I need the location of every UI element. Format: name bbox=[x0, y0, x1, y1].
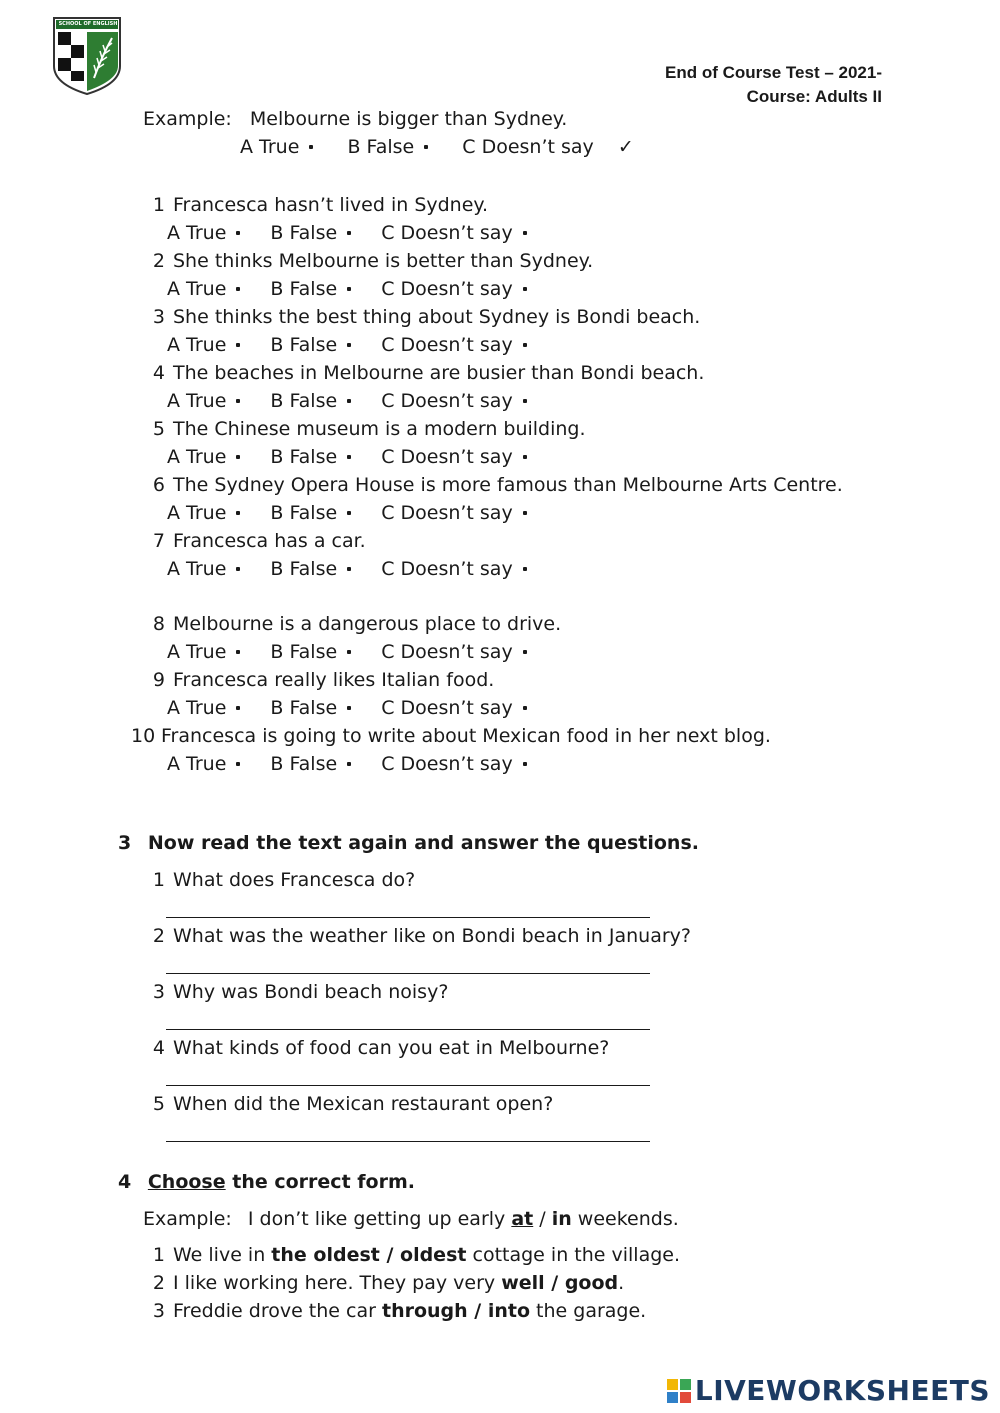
watermark-text: LIVEWORKSHEETS bbox=[694, 1374, 990, 1407]
question-number: 10 bbox=[131, 725, 156, 747]
option-dot bbox=[347, 650, 351, 654]
question-text: Francesca really likes Italian food. bbox=[173, 669, 495, 691]
option-dot bbox=[236, 650, 240, 654]
question-number: 5 bbox=[152, 418, 165, 440]
option-false[interactable]: B False bbox=[270, 558, 351, 580]
choose-item bbox=[143, 1300, 646, 1322]
option-dot bbox=[424, 145, 428, 149]
option-doesnt-say[interactable]: C Doesn’t say bbox=[381, 753, 527, 775]
option-dot bbox=[309, 145, 313, 149]
option-dot bbox=[523, 399, 527, 403]
question-number: 5 bbox=[152, 1093, 165, 1115]
example-options bbox=[240, 136, 634, 158]
tf-question bbox=[131, 725, 771, 747]
question-number: 7 bbox=[152, 530, 165, 552]
option-dot bbox=[347, 706, 351, 710]
option-false[interactable]: B False bbox=[270, 390, 351, 412]
answer-line[interactable] bbox=[166, 917, 650, 918]
example-line bbox=[143, 108, 567, 130]
question-text: When did the Mexican restaurant open? bbox=[173, 1093, 554, 1115]
option-dot bbox=[347, 343, 351, 347]
tf-options bbox=[167, 334, 527, 356]
item-text: We live in bbox=[173, 1244, 272, 1266]
option-dot bbox=[347, 287, 351, 291]
question-text: She thinks the best thing about Sydney is Bondi beach. bbox=[173, 306, 701, 328]
section-title: Now read the text again and answer the questions. bbox=[147, 832, 699, 854]
tf-options bbox=[167, 446, 527, 468]
item-number: 1 bbox=[152, 1244, 165, 1266]
option-true[interactable]: A True bbox=[167, 390, 240, 412]
option-dot bbox=[236, 231, 240, 235]
question-text: The Chinese museum is a modern building. bbox=[173, 418, 586, 440]
option-false[interactable]: B False bbox=[270, 334, 351, 356]
option-true[interactable]: A True bbox=[167, 558, 240, 580]
item-number: 3 bbox=[152, 1300, 165, 1322]
option-doesnt-say[interactable]: C Doesn’t say bbox=[381, 558, 527, 580]
open-question bbox=[143, 925, 691, 947]
tf-options bbox=[167, 753, 527, 775]
option-a: A True bbox=[240, 136, 313, 158]
question-number: 8 bbox=[152, 613, 165, 635]
tf-question bbox=[143, 474, 843, 496]
option-false[interactable]: B False bbox=[270, 222, 351, 244]
question-number: 2 bbox=[152, 925, 165, 947]
item-text-end: cottage in the village. bbox=[466, 1244, 681, 1266]
example-answer: at bbox=[511, 1208, 534, 1230]
tf-options bbox=[167, 222, 527, 244]
example-sentence: Melbourne is bigger than Sydney. bbox=[249, 108, 568, 130]
section-number: 4 bbox=[118, 1171, 132, 1193]
option-dot bbox=[523, 455, 527, 459]
question-number: 6 bbox=[152, 474, 165, 496]
option-dot bbox=[236, 567, 240, 571]
answer-line[interactable] bbox=[166, 1085, 650, 1086]
question-number: 4 bbox=[152, 1037, 165, 1059]
question-text: The Sydney Opera House is more famous than Melbourne Arts Centre. bbox=[173, 474, 843, 496]
section-title-rest: the correct form. bbox=[225, 1171, 415, 1193]
section-3-heading bbox=[118, 832, 699, 854]
option-true[interactable]: A True bbox=[167, 222, 240, 244]
item-choices[interactable]: well / good bbox=[501, 1272, 619, 1294]
tf-question bbox=[143, 530, 366, 552]
option-b: B False bbox=[347, 136, 428, 158]
tf-question bbox=[143, 306, 700, 328]
check-mark: ✓ bbox=[617, 136, 634, 158]
option-true[interactable]: A True bbox=[167, 446, 240, 468]
option-false[interactable]: B False bbox=[270, 753, 351, 775]
option-dot bbox=[236, 343, 240, 347]
tf-options bbox=[167, 502, 527, 524]
option-true[interactable]: A True bbox=[167, 502, 240, 524]
example-label: Example: bbox=[143, 1208, 232, 1230]
tf-question bbox=[143, 250, 593, 272]
option-dot bbox=[236, 455, 240, 459]
item-text-end: the garage. bbox=[530, 1300, 647, 1322]
option-dot bbox=[523, 650, 527, 654]
option-doesnt-say[interactable]: C Doesn’t say bbox=[381, 641, 527, 663]
option-false[interactable]: B False bbox=[270, 502, 351, 524]
item-number: 2 bbox=[152, 1272, 165, 1294]
option-dot bbox=[523, 706, 527, 710]
tf-question bbox=[143, 194, 488, 216]
option-doesnt-say[interactable]: C Doesn’t say bbox=[381, 502, 527, 524]
option-dot bbox=[523, 287, 527, 291]
tf-options bbox=[167, 641, 527, 663]
question-number: 3 bbox=[152, 306, 165, 328]
option-false[interactable]: B False bbox=[270, 641, 351, 663]
option-true[interactable]: A True bbox=[167, 641, 240, 663]
option-dot bbox=[347, 762, 351, 766]
question-text: She thinks Melbourne is better than Sydney. bbox=[173, 250, 594, 272]
question-number: 4 bbox=[152, 362, 165, 384]
option-doesnt-say[interactable]: C Doesn’t say bbox=[381, 446, 527, 468]
option-dot bbox=[523, 343, 527, 347]
question-text: Francesca hasn’t lived in Sydney. bbox=[173, 194, 488, 216]
item-text: Freddie drove the car bbox=[173, 1300, 382, 1322]
open-question bbox=[143, 981, 448, 1003]
tf-question bbox=[143, 613, 561, 635]
option-dot bbox=[347, 511, 351, 515]
choose-item bbox=[143, 1272, 624, 1294]
item-text: I like working here. They pay very bbox=[173, 1272, 502, 1294]
question-number: 1 bbox=[152, 194, 165, 216]
liveworksheets-icon bbox=[667, 1379, 691, 1403]
example-text: I don’t like getting up early bbox=[247, 1208, 512, 1230]
item-choices[interactable]: through / into bbox=[381, 1300, 531, 1322]
tf-options bbox=[167, 697, 527, 719]
option-doesnt-say[interactable]: C Doesn’t say bbox=[381, 222, 527, 244]
question-number: 2 bbox=[152, 250, 165, 272]
section-4-example bbox=[143, 1208, 679, 1230]
open-question bbox=[143, 1093, 553, 1115]
option-dot bbox=[236, 706, 240, 710]
question-text: Francesca is going to write about Mexican food in her next blog. bbox=[161, 725, 771, 747]
option-doesnt-say[interactable]: C Doesn’t say bbox=[381, 278, 527, 300]
example-alternative: in bbox=[551, 1208, 572, 1230]
option-doesnt-say[interactable]: C Doesn’t say bbox=[381, 334, 527, 356]
option-doesnt-say[interactable]: C Doesn’t say bbox=[381, 390, 527, 412]
tf-options bbox=[167, 558, 527, 580]
tf-question bbox=[143, 418, 586, 440]
question-text: Melbourne is a dangerous place to drive. bbox=[173, 613, 562, 635]
item-text-end: . bbox=[618, 1272, 625, 1294]
tf-question bbox=[143, 669, 494, 691]
liveworksheets-watermark[interactable] bbox=[667, 1374, 990, 1407]
section-4-heading bbox=[118, 1171, 415, 1193]
question-text: The beaches in Melbourne are busier than Bondi beach. bbox=[173, 362, 705, 384]
school-logo bbox=[52, 16, 122, 96]
example-label: Example: bbox=[143, 108, 232, 130]
item-choices[interactable]: the oldest / oldest bbox=[271, 1244, 467, 1266]
choose-item bbox=[143, 1244, 680, 1266]
option-dot bbox=[347, 399, 351, 403]
option-true[interactable]: A True bbox=[167, 334, 240, 356]
course-name: Course: Adults II bbox=[746, 87, 882, 106]
option-false[interactable]: B False bbox=[270, 446, 351, 468]
option-dot bbox=[347, 231, 351, 235]
option-dot bbox=[347, 455, 351, 459]
option-dot bbox=[236, 762, 240, 766]
logo-text: SCHOOL OF ENGLISH bbox=[58, 21, 118, 27]
tf-question bbox=[143, 362, 704, 384]
answer-line[interactable] bbox=[166, 973, 650, 974]
option-doesnt-say[interactable]: C Doesn’t say bbox=[381, 697, 527, 719]
question-text: What was the weather like on Bondi beach in January? bbox=[173, 925, 692, 947]
option-true[interactable]: A True bbox=[167, 697, 240, 719]
example-separator: / bbox=[533, 1208, 552, 1230]
option-dot bbox=[523, 511, 527, 515]
example-text-end: weekends. bbox=[571, 1208, 679, 1230]
option-dot bbox=[523, 231, 527, 235]
question-number: 3 bbox=[152, 981, 165, 1003]
option-dot bbox=[347, 567, 351, 571]
option-c: C Doesn’t say bbox=[462, 136, 594, 158]
option-dot bbox=[236, 287, 240, 291]
tf-options bbox=[167, 278, 527, 300]
question-number: 9 bbox=[152, 669, 165, 691]
option-dot bbox=[523, 762, 527, 766]
open-question bbox=[143, 869, 415, 891]
answer-line[interactable] bbox=[166, 1141, 650, 1142]
question-number: 1 bbox=[152, 869, 165, 891]
option-dot bbox=[523, 567, 527, 571]
section-title-underlined: Choose bbox=[147, 1171, 226, 1193]
option-dot bbox=[236, 399, 240, 403]
option-true[interactable]: A True bbox=[167, 753, 240, 775]
option-true[interactable]: A True bbox=[167, 278, 240, 300]
question-text: What kinds of food can you eat in Melbourne? bbox=[173, 1037, 610, 1059]
section-number: 3 bbox=[118, 832, 132, 854]
question-text: Francesca has a car. bbox=[173, 530, 366, 552]
tf-options bbox=[167, 390, 527, 412]
test-title: End of Course Test – 2021- bbox=[665, 63, 882, 82]
option-false[interactable]: B False bbox=[270, 697, 351, 719]
option-dot bbox=[236, 511, 240, 515]
answer-line[interactable] bbox=[166, 1029, 650, 1030]
question-text: What does Francesca do? bbox=[173, 869, 416, 891]
option-false[interactable]: B False bbox=[270, 278, 351, 300]
open-question bbox=[143, 1037, 609, 1059]
question-text: Why was Bondi beach noisy? bbox=[173, 981, 449, 1003]
